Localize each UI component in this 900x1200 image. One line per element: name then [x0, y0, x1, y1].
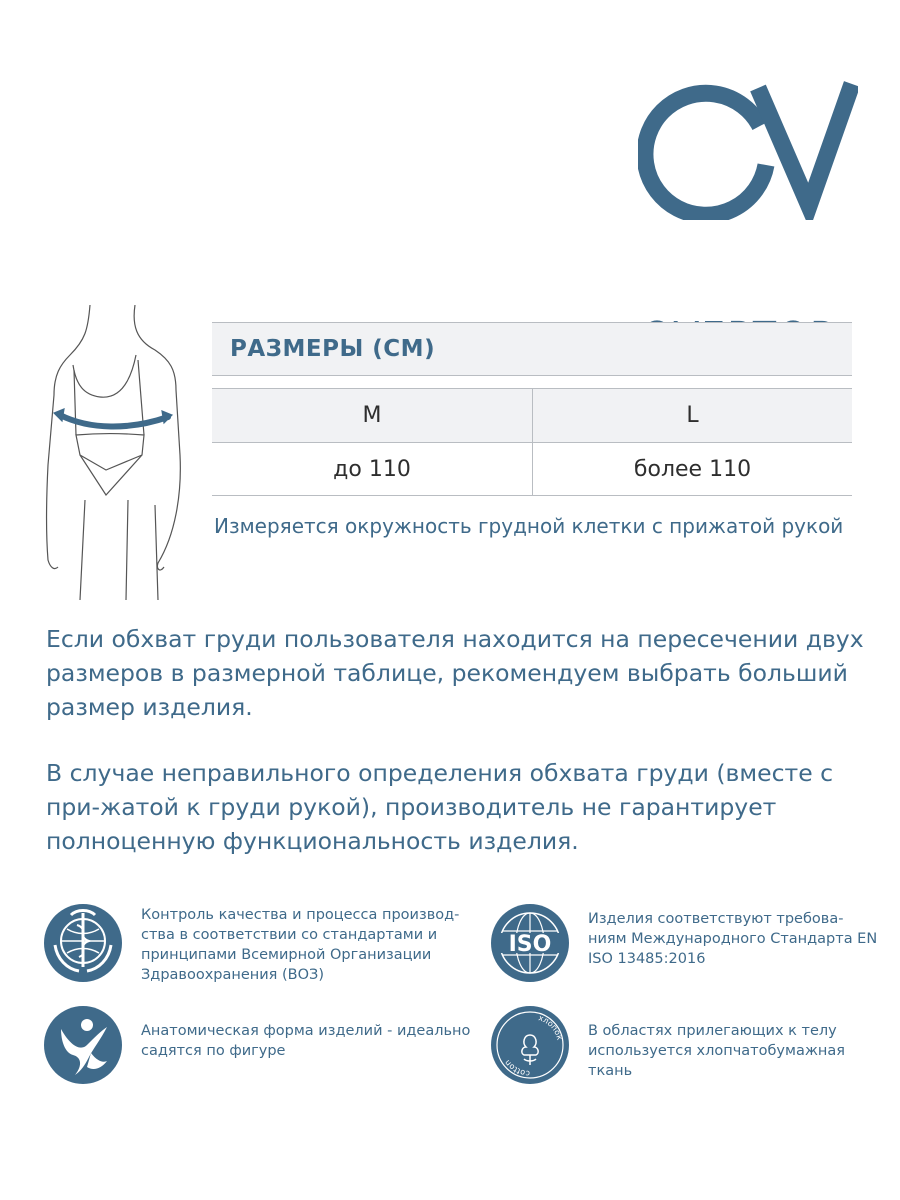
- paragraph-warranty-note: В случае неправильного определения обхвата груди (вместе с при-жатой к груди рукой), производитель не гарантирует полноценную функциональность изделия.: [46, 759, 834, 855]
- body-measurement-figure: [40, 305, 200, 605]
- feature-anatomic-shape-text: Анатомическая форма изделий - идеально садятся по фигуре: [141, 1023, 471, 1059]
- size-table-values: [212, 442, 852, 496]
- anatomic-figure-icon: [43, 1005, 123, 1085]
- cotton-ring-word: cotton: [502, 1058, 531, 1079]
- size-table-columns: [212, 388, 852, 442]
- size-table-header: [212, 322, 852, 376]
- size-column-m: M: [362, 403, 382, 428]
- feature-quality-control: [43, 903, 471, 985]
- who-emblem-icon: [43, 903, 123, 983]
- size-table-title: РАЗМЕРЫ (СМ): [230, 336, 436, 362]
- iso-badge-text: ISO: [508, 932, 552, 957]
- feature-iso-standard: [490, 903, 878, 983]
- feature-anatomic-shape: [43, 1005, 481, 1085]
- cotton-ring-word-ru: хлопок: [537, 1013, 565, 1042]
- size-table: [212, 322, 852, 496]
- size-value-l: более 110: [532, 443, 852, 495]
- overtop-logo-mark: [638, 80, 858, 220]
- brand-logo: [638, 80, 858, 280]
- measure-note: Измеряется окружность грудной клетки с прижатой рукой: [214, 514, 844, 538]
- iso-icon: [490, 903, 570, 983]
- feature-quality-control-text: Контроль качества и процесса производ-ства в соответствии со стандартами и принципами Всемирной Организации Здравоохранения (ВОЗ): [141, 907, 460, 983]
- paragraph-size-advice: Если обхват груди пользователя находится на пересечении двух размеров в размерной таблице, рекомендуем выбрать больший размер изделия.: [46, 625, 864, 721]
- feature-cotton-fabric-text: В областях прилегающих к телу используется хлопчатобумажная ткань: [588, 1023, 845, 1079]
- cotton-icon: [490, 1005, 570, 1085]
- feature-iso-standard-text: Изделия соответствуют требова-ниям Международного Стандарта EN ISO 13485:2016: [588, 911, 878, 967]
- size-column-l: L: [532, 389, 852, 442]
- feature-cotton-fabric: [490, 1005, 878, 1085]
- size-value-m: до 110: [333, 456, 411, 482]
